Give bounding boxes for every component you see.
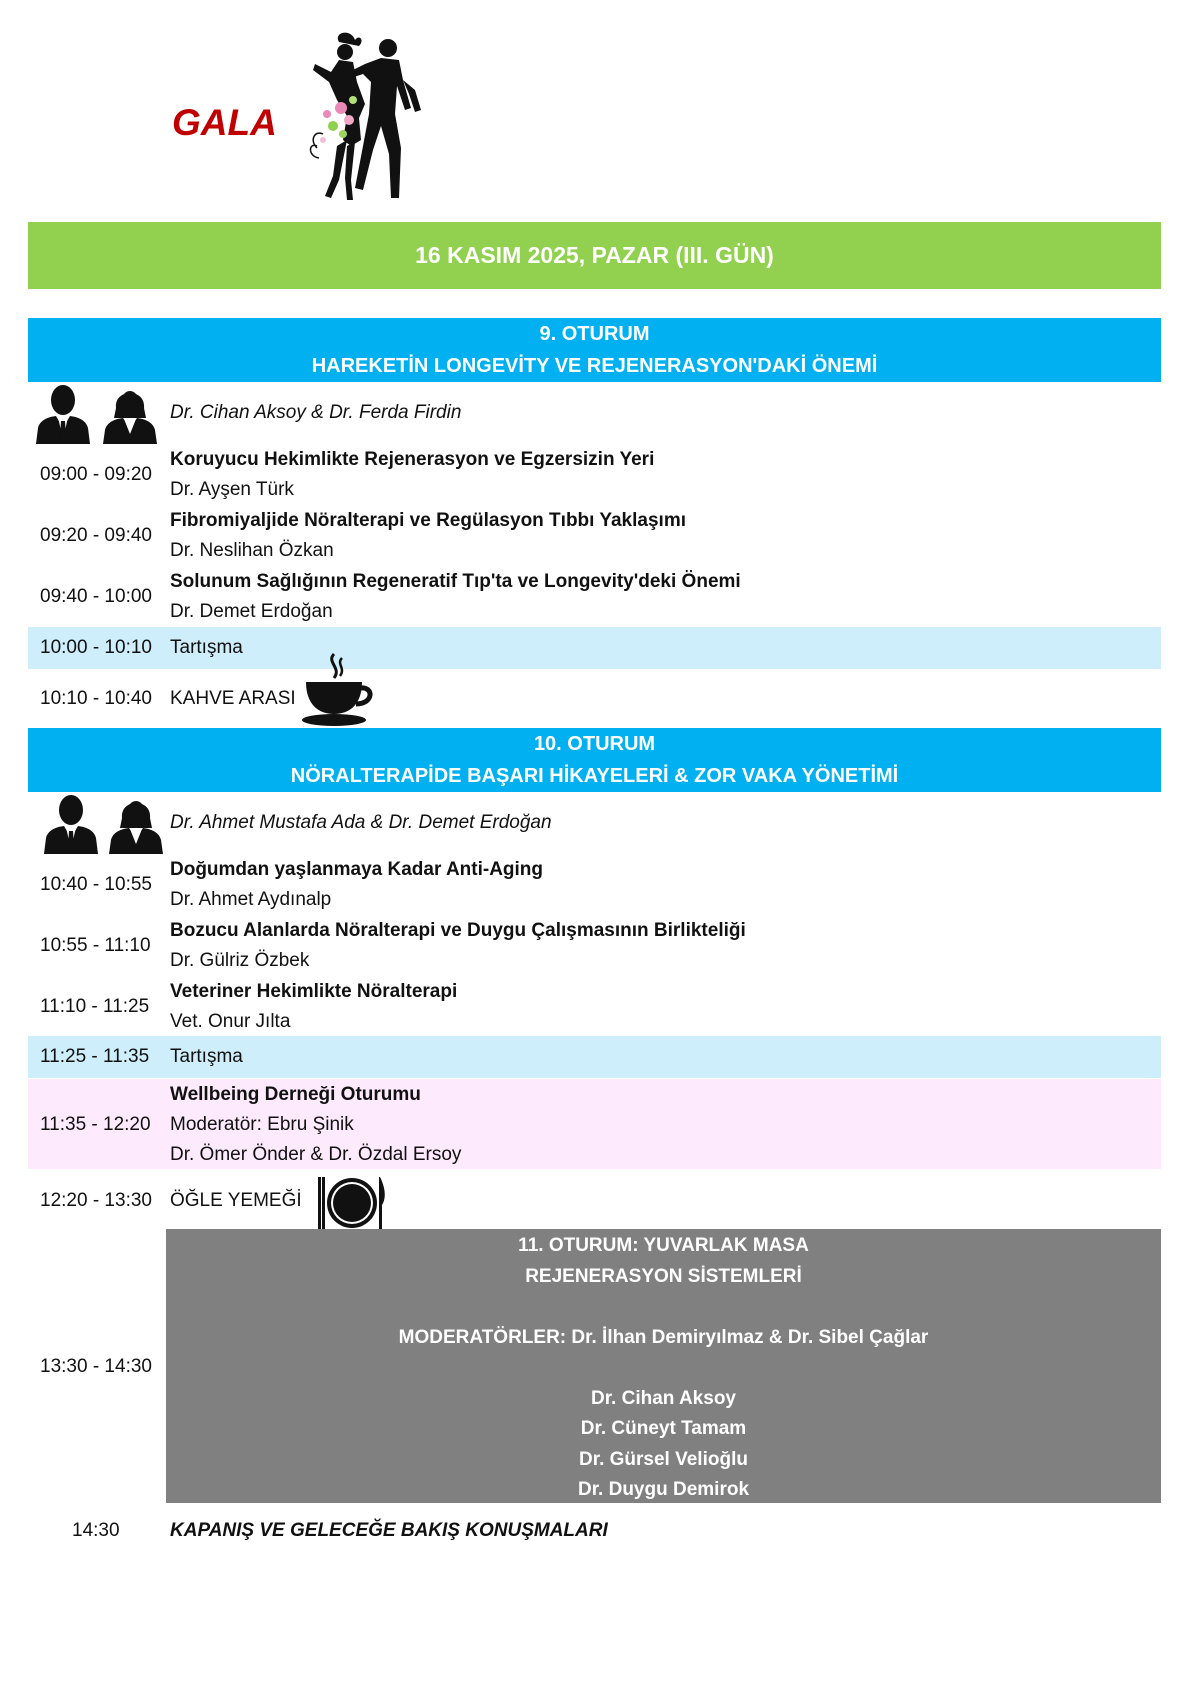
talk-speaker: Dr. Ayşen Türk — [170, 479, 294, 500]
roundtable-box — [166, 1229, 1161, 1503]
roundtable-number: 11. OTURUM: YUVARLAK MASA — [518, 1235, 809, 1256]
discussion-time: 10:00 - 10:10 — [40, 637, 152, 658]
discussion-time: 11:25 - 11:35 — [40, 1046, 150, 1067]
day-label: 16 KASIM 2025, PAZAR (III. GÜN) — [415, 242, 774, 268]
discussion-label: Tartışma — [170, 1046, 243, 1067]
closing-time: 14:30 — [72, 1520, 120, 1541]
gala-title: GALA — [172, 102, 277, 143]
wellbeing-time: 11:35 - 12:20 — [40, 1114, 151, 1135]
plate-cutlery-icon — [316, 1175, 388, 1231]
lunch-time: 12:20 - 13:30 — [40, 1190, 152, 1211]
wellbeing-moderator: Moderatör: Ebru Şinik — [170, 1114, 354, 1135]
female-moderator-icon — [107, 794, 165, 854]
female-moderator-icon — [101, 384, 159, 444]
roundtable-title: REJENERASYON SİSTEMLERİ — [525, 1265, 802, 1287]
panelist: Dr. Cüneyt Tamam — [580, 1418, 747, 1439]
session-9-moderators: Dr. Cihan Aksoy & Dr. Ferda Firdin — [170, 402, 462, 423]
talk-title: Koruyucu Hekimlikte Rejenerasyon ve Egzersizin Yeri — [170, 449, 655, 470]
dancing-couple-icon — [303, 30, 433, 210]
talk-title: Bozucu Alanlarda Nöralterapi ve Duygu Çalışmasının Birlikteliği — [170, 920, 746, 941]
talk-title: Solunum Sağlığının Regeneratif Tıp'ta ve Longevity'deki Önemi — [170, 571, 741, 592]
lunch-label: ÖĞLE YEMEĞİ — [170, 1190, 302, 1211]
talk-title: Veteriner Hekimlikte Nöralterapi — [170, 981, 458, 1002]
talk-time: 10:40 - 10:55 — [40, 874, 152, 895]
talk-speaker: Dr. Gülriz Özbek — [170, 950, 310, 971]
session-9-title: HAREKETİN LONGEVİTY VE REJENERASYON'DAKİ ÖNEMİ — [311, 355, 878, 377]
panelist: Dr. Cihan Aksoy — [590, 1387, 736, 1409]
session-10-number: 10. OTURUM — [533, 733, 656, 755]
closing-label: KAPANIŞ VE GELECEĞE BAKIŞ KONUŞMALARI — [170, 1520, 608, 1541]
talk-time: 11:10 - 11:25 — [40, 996, 150, 1017]
day-banner — [28, 222, 1161, 289]
wellbeing-title: Wellbeing Derneği Oturumu — [170, 1084, 421, 1105]
session-9-number: 9. OTURUM — [539, 323, 650, 345]
talk-title: Doğumdan yaşlanmaya Kadar Anti-Aging — [170, 859, 544, 880]
talk-title: Fibromiyaljide Nöralterapi ve Regülasyon Tıbbı Yaklaşımı — [170, 510, 686, 531]
coffee-cup-icon — [300, 650, 375, 728]
talk-speaker: Dr. Demet Erdoğan — [170, 601, 333, 622]
panelist: Dr. Duygu Demirok — [577, 1479, 750, 1500]
talk-time: 10:55 - 11:10 — [40, 935, 151, 956]
session-9-header — [28, 318, 1161, 382]
panelist: Dr. Gürsel Velioğlu — [579, 1448, 748, 1470]
roundtable-moderators: MODERATÖRLER: Dr. İlhan Demiryılmaz & Dr. Sibel Çağlar — [398, 1326, 929, 1348]
session-10-header — [28, 728, 1161, 792]
talk-speaker: Vet. Onur Jılta — [170, 1011, 291, 1032]
roundtable-time: 13:30 - 14:30 — [40, 1356, 152, 1377]
discussion-label: Tartışma — [170, 637, 243, 658]
session-10-title: NÖRALTERAPİDE BAŞARI HİKAYELERİ & ZOR VAKA YÖNETİMİ — [290, 765, 899, 787]
talk-speaker: Dr. Ahmet Aydınalp — [170, 889, 332, 910]
talk-speaker: Dr. Neslihan Özkan — [170, 540, 334, 561]
talk-time: 09:00 - 09:20 — [40, 464, 152, 485]
talk-time: 09:40 - 10:00 — [40, 586, 152, 607]
male-moderator-icon — [42, 794, 100, 854]
session-10-moderators: Dr. Ahmet Mustafa Ada & Dr. Demet Erdoğan — [170, 812, 552, 833]
talk-time: 09:20 - 09:40 — [40, 525, 152, 546]
male-moderator-icon — [34, 384, 92, 444]
coffee-time: 10:10 - 10:40 — [40, 688, 152, 709]
wellbeing-speakers: Dr. Ömer Önder & Dr. Özdal Ersoy — [170, 1144, 462, 1165]
coffee-label: KAHVE ARASI — [170, 688, 296, 709]
